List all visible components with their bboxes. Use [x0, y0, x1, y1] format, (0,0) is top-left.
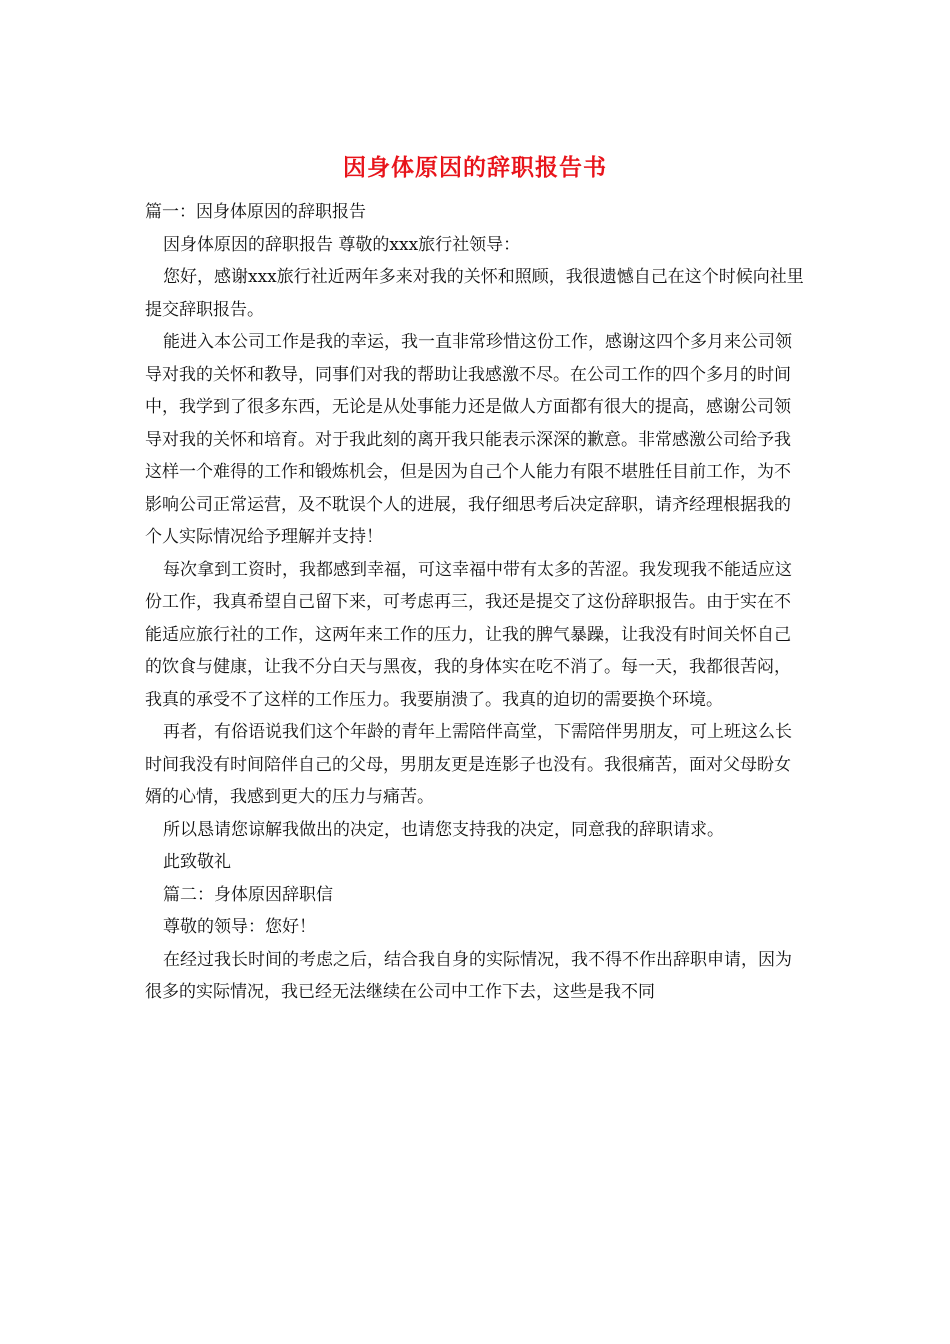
body-paragraph: 每次拿到工资时，我都感到幸福，可这幸福中带有太多的苦涩。我发现我不能适应这份工作，我真希望自己留下来，可考虑再三，我还是提交了这份辞职报告。由于实在不能适应旅行社的工作，这两年来工作的压力，让我的脾气暴躁，让我没有时间关怀自己的饮食与健康，让我不分白天与黑夜，我的身体实在吃不消了。每一天，我都很苦闷，我真的承受不了这样的工作压力。我要崩溃了。我真的迫切的需要换个环境。 [145, 559, 792, 710]
document-title: 因身体原因的辞职报告书 [343, 154, 607, 181]
body-paragraph: 所以恳请您谅解我做出的决定，也请您支持我的决定，同意我的辞职请求。 [163, 819, 724, 840]
document-body [145, 196, 805, 1009]
salutation-line: 因身体原因的辞职报告 尊敬的xxx旅行社领导： [163, 234, 521, 255]
section-heading-1: 篇一：因身体原因的辞职报告 [145, 202, 366, 222]
salutation-line: 尊敬的领导：您好！ [163, 917, 316, 937]
body-paragraph: 再者，有俗语说我们这个年龄的青年上需陪伴高堂，下需陪伴男朋友，可上班这么长时间我没有时间陪伴自己的父母，男朋友更是连影子也没有。我很痛苦，面对父母盼女婿的心情，我感到更大的压力与痛苦。 [145, 722, 792, 807]
closing-line: 此致敬礼 [163, 852, 231, 872]
body-paragraph: 您好，感谢xxx旅行社近两年多来对我的关怀和照顾，我很遗憾自己在这个时候向社里提交辞职报告。 [145, 267, 804, 320]
body-paragraph: 在经过我长时间的考虑之后，结合我自身的实际情况，我不得不作出辞职申请，因为很多的实际情况，我已经无法继续在公司中工作下去，这些是我不同 [145, 949, 792, 1002]
section-heading-2: 篇二：身体原因辞职信 [163, 884, 333, 905]
body-paragraph: 能进入本公司工作是我的幸运，我一直非常珍惜这份工作，感谢这四个多月来公司领导对我的关怀和教导，同事们对我的帮助让我感激不尽。在公司工作的四个多月的时间中，我学到了很多东西，无论是从处事能力还是做人方面都有很大的提高，感谢公司领导对我的关怀和培育。对于我此刻的离开我只能表示深深的歉意。非常感激公司给予我这样一个难得的工作和锻炼机会，但是因为自己个人能力有限不堪胜任目前工作，为不影响公司正常运营，及不耽误个人的进展，我仔细思考后决定辞职，请齐经理根据我的个人实际情况给予理解并支持！ [145, 332, 792, 547]
